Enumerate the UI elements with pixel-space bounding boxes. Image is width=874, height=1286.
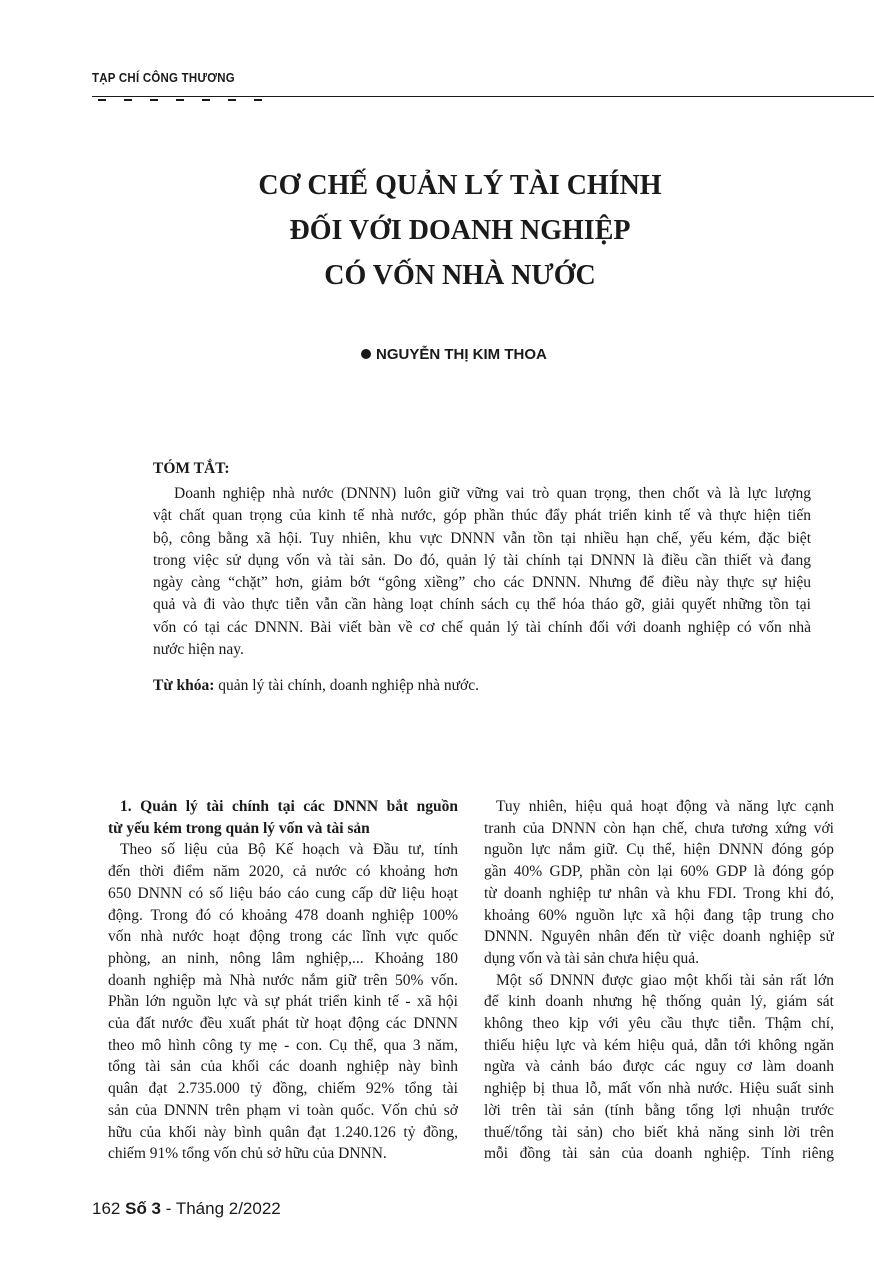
- header-dash: [254, 99, 262, 101]
- header-rule: [92, 96, 874, 97]
- header-dash: [98, 99, 106, 101]
- page-number: 162: [92, 1199, 121, 1218]
- body-line: Tuy nhiên, hiệu quả hoạt động và năng lực cạnh: [496, 798, 834, 815]
- body-line: động. Trong đó có khoảng 478 doanh nghiệp 100%: [108, 906, 458, 924]
- body-line: nguồn lực nắm giữ. Cụ thể, hiện DNNN đóng góp: [484, 841, 834, 859]
- title-line: ĐỐI VỚI DOANH NGHIỆP: [289, 215, 631, 246]
- abstract-line: vốn có tại các DNNN. Bài viết bàn về cơ chế quản lý tài chính đối với doanh nghiệp có vốn nhà: [153, 618, 811, 636]
- body-line: từ doanh nghiệp tư nhân và khu FDI. Trong khi đó,: [484, 884, 834, 902]
- abstract-line: quả và đi vào thực tiễn vẫn cần hàng loạt chính sách cụ thể hóa tháo gỡ, giải quyết những tồn tại: [153, 596, 811, 614]
- title-line: CƠ CHẾ QUẢN LÝ TÀI CHÍNH: [258, 170, 662, 201]
- author-byline: [361, 346, 547, 363]
- body-line: gần 40% GDP, phần còn lại 60% GDP là đóng góp: [484, 863, 834, 881]
- abstract-line: nước hiện nay.: [153, 641, 244, 659]
- body-line: tổng tài sản của khối các doanh nghiệp này bình: [108, 1058, 458, 1076]
- body-line: khoảng 60% nguồn lực xã hội đang tập trung cho: [484, 906, 834, 924]
- body-line: dụng vốn và tài sản chưa hiệu quả.: [484, 949, 700, 967]
- body-line: của đất nước đều xuất phát từ hoạt động các DNNN: [108, 1015, 458, 1033]
- left-column: [108, 796, 458, 1165]
- body-line: DNNN. Nguyên nhân đến từ việc doanh nghiệp sử: [484, 928, 834, 946]
- section-heading: 1. Quản lý tài chính tại các DNNN bắt nguồn: [120, 798, 458, 815]
- right-column: [484, 796, 834, 1165]
- keywords: [153, 677, 479, 695]
- body-line: nghiệp bị thua lỗ, mất vốn nhà nước. Hiệu suất sinh: [484, 1080, 834, 1098]
- body-line: doanh nghiệp mà Nhà nước nắm giữ trên 50% vốn.: [108, 971, 458, 989]
- header-dash: [176, 99, 184, 101]
- body-line: thiếu hiệu lực và kém hiệu quả, dẫn tới không ngăn: [484, 1036, 834, 1054]
- body-line: chiếm 91% tổng vốn chủ sở hữu của DNNN.: [108, 1145, 387, 1163]
- keywords-text: quản lý tài chính, doanh nghiệp nhà nước.: [214, 677, 479, 694]
- body-line: tranh của DNNN còn hạn chế, chưa tương xứng với: [484, 819, 834, 837]
- journal-name: TẠP CHÍ CÔNG THƯƠNG: [92, 70, 235, 85]
- header-dash: [150, 99, 158, 101]
- abstract-line: ngày càng “chặt” hơn, giảm bớt “gông xiềng” cho các DNNN. Nhưng để điều này thực sự hiệu: [153, 574, 811, 592]
- abstract-line: trong việc sử dụng vốn và tài sản. Do đó, quản lý tài chính tại DNNN là điều cần thiết và đang: [153, 551, 811, 569]
- body-line: sản của DNNN trên phạm vi toàn quốc. Vốn chủ sở: [108, 1101, 458, 1119]
- body-line: quân đạt 2.735.000 tỷ đồng, chiếm 92% tổng tài: [108, 1080, 458, 1098]
- page-footer: [92, 1199, 281, 1219]
- body-line: để kinh doanh nhưng hệ thống quản lý, giám sát: [484, 993, 834, 1011]
- author-name: NGUYỄN THỊ KIM THOA: [376, 346, 547, 363]
- article-title: [150, 163, 770, 298]
- issue-date: - Tháng 2/2022: [161, 1199, 281, 1218]
- body-line: Một số DNNN được giao một khối tài sản rất lớn: [496, 971, 834, 989]
- body-line: Theo số liệu của Bộ Kế hoạch và Đầu tư, tính: [120, 841, 458, 859]
- body-line: lời trên tài sản (tính bằng tổng lợi nhuận trước: [484, 1101, 834, 1119]
- body-line: hữu của khối này bình quân đạt 1.240.126 tỷ đồng,: [108, 1123, 458, 1141]
- body-line: theo mô hình công ty mẹ - con. Cụ thể, qua 3 năm,: [108, 1036, 458, 1054]
- body-line: đến thời điểm năm 2020, cả nước có khoảng hơn: [108, 863, 458, 881]
- body-line: Phần lớn nguồn lực và sự phát triển kinh tế - xã hội: [108, 993, 458, 1011]
- title-line: CÓ VỐN NHÀ NƯỚC: [324, 260, 596, 291]
- abstract-line: vật chất quan trọng của kinh tế nhà nước, góp phần thúc đẩy phát triển kinh tế và thực hiện tiến: [153, 507, 811, 525]
- bullet-icon: [361, 349, 371, 359]
- abstract-line: Doanh nghiệp nhà nước (DNNN) luôn giữ vững vai trò quan trọng, then chốt và là lực lượng: [174, 485, 811, 502]
- body-line: ngừa và cảnh báo được các nguy cơ làm doanh: [484, 1058, 834, 1076]
- body-line: thuế/tổng tài sản) cho biết khả năng sinh lời trên: [484, 1123, 834, 1141]
- header-dash: [124, 99, 132, 101]
- issue-label: Số 3: [125, 1199, 162, 1218]
- body-line: mỗi đồng tài sản của doanh nghiệp. Tính riêng: [484, 1145, 834, 1163]
- body-line: vốn nhà nước hoạt động trong các lĩnh vực quốc: [108, 928, 458, 946]
- header-dash: [228, 99, 236, 101]
- abstract-body: [153, 483, 811, 661]
- body-line: không theo kịp với yêu cầu thực tiễn. Thậm chí,: [484, 1015, 834, 1033]
- body-line: phòng, an ninh, nông lâm nghiệp,... Khoảng 180: [108, 949, 458, 967]
- body-line: 650 DNNN có số liệu báo cáo cung cấp dữ liệu hoạt: [108, 884, 458, 902]
- abstract-line: bộ, công bằng xã hội. Tuy nhiên, khu vực DNNN vẫn tồn tại nhiều hạn chế, yếu kém, đặc biệt: [153, 529, 811, 547]
- header-dash: [202, 99, 210, 101]
- keywords-label: Từ khóa:: [153, 677, 215, 694]
- section-heading: từ yếu kém trong quản lý vốn và tài sản: [108, 819, 370, 837]
- abstract-heading: TÓM TẮT:: [153, 460, 230, 477]
